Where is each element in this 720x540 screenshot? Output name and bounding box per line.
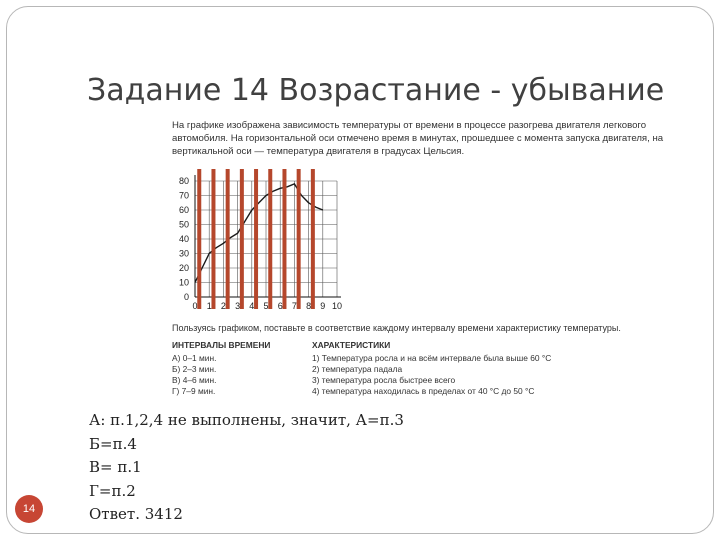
y-tick-label: 40 <box>178 234 189 244</box>
interval-item: А) 0–1 мин. <box>172 353 217 363</box>
y-tick-label: 20 <box>178 263 189 273</box>
intervals-header: ИНТЕРВАЛЫ ВРЕМЕНИ <box>172 340 271 350</box>
characteristics-header: ХАРАКТЕРИСТИКИ <box>312 340 391 350</box>
highlight-bar <box>311 169 315 309</box>
answer-line: В= п.1 <box>89 458 142 476</box>
x-tick-label: 3 <box>235 301 241 311</box>
y-tick-label: 10 <box>178 277 189 288</box>
temperature-chart <box>167 167 357 317</box>
y-tick-label: 30 <box>178 248 189 259</box>
highlight-bar <box>197 169 201 309</box>
page-number-badge: 14 <box>15 495 43 523</box>
x-tick-label: 2 <box>220 301 226 311</box>
y-tick-labels <box>179 176 189 302</box>
x-tick-label: 1 <box>206 301 212 311</box>
interval-item: Б) 2–3 мин. <box>172 364 217 374</box>
interval-item: В) 4–6 мин. <box>172 375 217 385</box>
y-tick-label: 60 <box>178 205 189 215</box>
x-tick-label: 9 <box>320 301 326 311</box>
x-tick-label: 6 <box>277 301 283 311</box>
y-tick-label: 70 <box>178 190 189 201</box>
slide-title: Задание 14 Возрастание - убывание <box>87 73 665 108</box>
answer-line: Б=п.4 <box>89 434 137 453</box>
slide-frame <box>6 6 714 534</box>
highlight-bar <box>240 169 244 309</box>
characteristic-item: 4) температура находилась в пределах от 40 °С до 50 °С <box>312 386 535 396</box>
instruction-text: Пользуясь графиком, поставьте в соответствие каждому интервалу времени характеристику температуры. <box>172 323 621 333</box>
characteristics-column <box>312 340 672 397</box>
answers-block <box>89 409 404 527</box>
highlight-bar <box>254 169 258 309</box>
highlight-bars <box>197 169 315 309</box>
characteristic-item: 3) температура росла быстрее всего <box>312 375 456 385</box>
characteristic-item: 2) температура падала <box>312 364 403 374</box>
chart-grid <box>195 175 341 297</box>
final-answer: Ответ. 3412 <box>89 505 183 523</box>
interval-item: Г) 7–9 мин. <box>172 386 216 396</box>
highlight-bar <box>297 169 301 309</box>
y-tick-label: 80 <box>178 176 189 186</box>
highlight-bar <box>211 169 215 309</box>
x-tick-label: 0 <box>192 301 198 311</box>
y-tick-label: 50 <box>178 219 189 230</box>
highlight-bar <box>268 169 272 309</box>
x-tick-label: 5 <box>263 301 269 311</box>
answer-line: Г=п.2 <box>89 481 136 500</box>
task-text: На графике изображена зависимость температуры от времени в процессе разогрева двигателя легкового автомобиля. На горизонтальной оси отмечено время в минутах, прошедшее с момента запуска двигателя, на вертикальной оси — температура двигателя в градусах Цельсия. <box>172 120 664 158</box>
highlight-bar <box>226 169 230 309</box>
characteristic-item: 1) Температура росла и на всём интервале была выше 60 °С <box>312 353 552 363</box>
y-tick-label: 0 <box>183 292 189 302</box>
intervals-column <box>172 340 302 397</box>
highlight-bar <box>282 169 286 309</box>
x-tick-label: 10 <box>331 301 343 311</box>
x-tick-label: 7 <box>291 301 297 311</box>
answer-line: А: п.1,2,4 не выполнены, значит, А=п.3 <box>89 411 404 429</box>
x-tick-label: 8 <box>306 301 312 311</box>
x-tick-label: 4 <box>249 301 255 311</box>
